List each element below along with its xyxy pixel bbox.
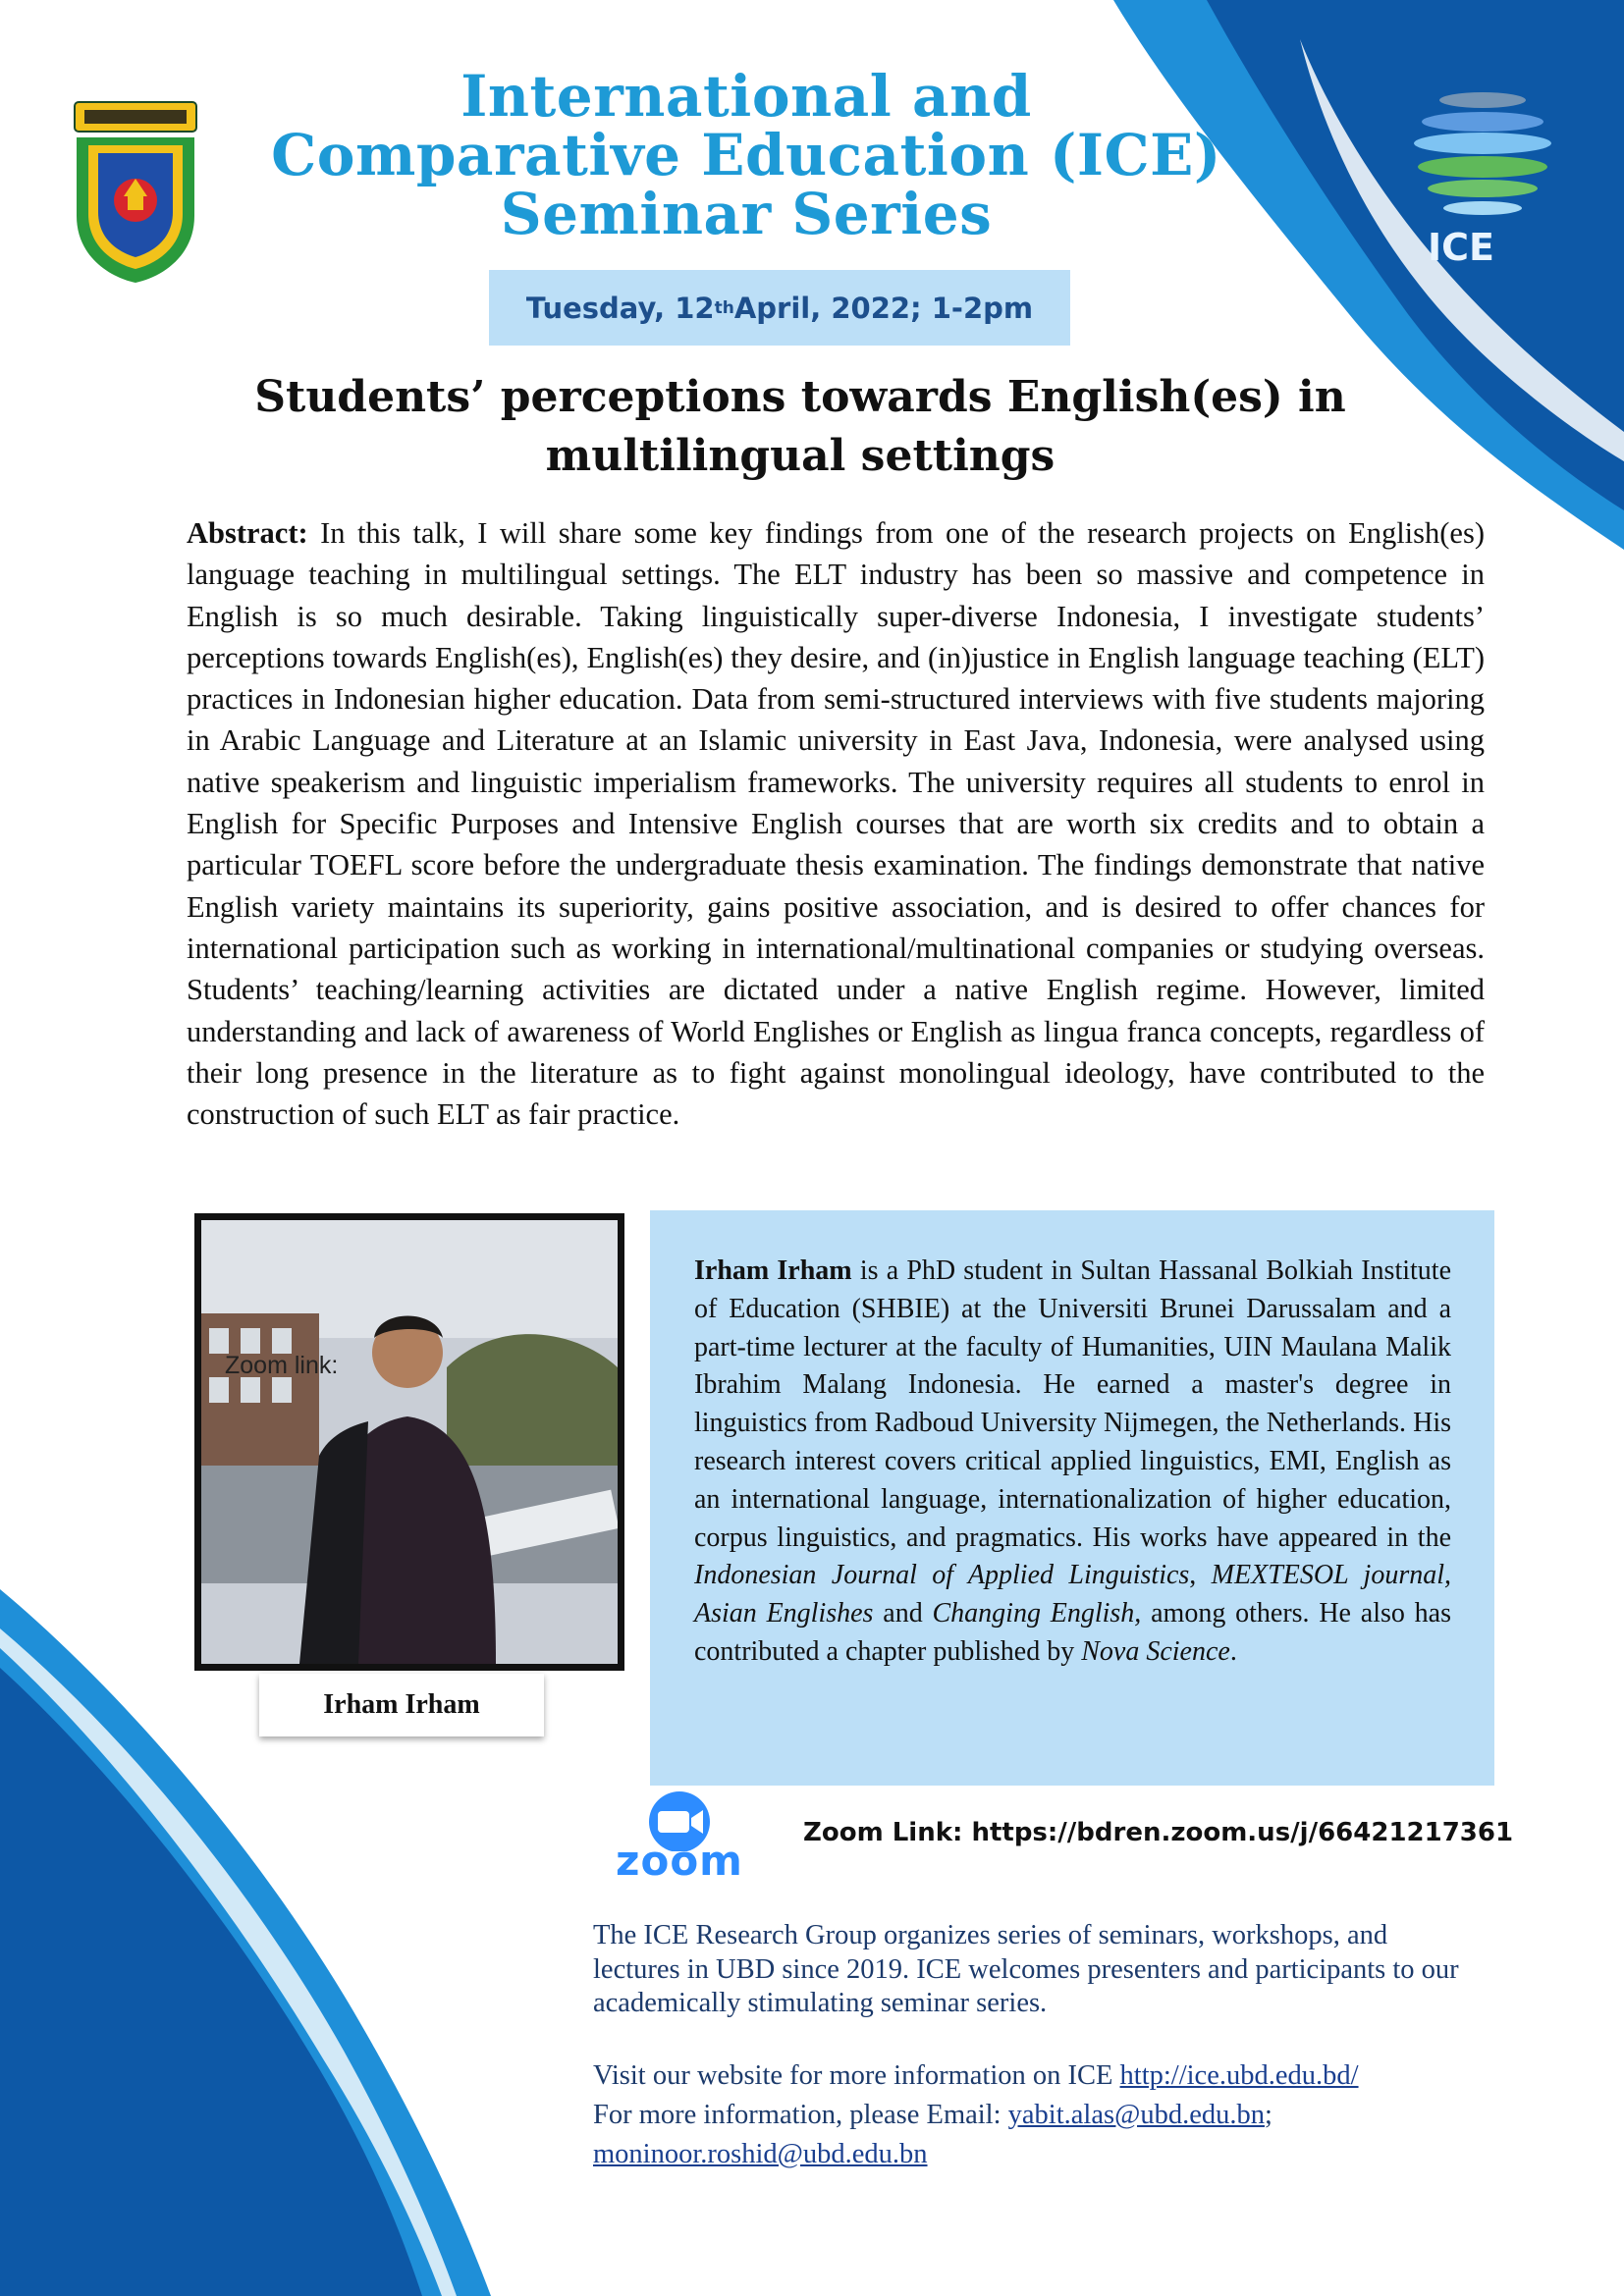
zoom-meeting-link[interactable]: Zoom Link: https://bdren.zoom.us/j/66421217361 <box>803 1818 1514 1847</box>
email-intro: For more information, please Email: <box>593 2100 1008 2130</box>
photo-overlay-text: Zoom link: <box>225 1352 339 1379</box>
ice-logo-text: ICE <box>1428 226 1494 269</box>
speaker-bio-box <box>650 1210 1494 1786</box>
title-line-1: International and <box>460 63 1032 130</box>
speaker-photo-illustration <box>201 1220 618 1664</box>
zoom-logo-text: zoom <box>616 1837 743 1885</box>
email-link-moninoor[interactable]: moninoor.roshid@ubd.edu.bn <box>593 2139 928 2169</box>
bio-separator-2: and <box>873 1598 933 1629</box>
title-line-2: Comparative Education (ICE) <box>271 122 1221 188</box>
abstract-label: Abstract: <box>187 516 308 550</box>
date-ordinal-suffix: th <box>714 297 734 318</box>
university-crest-logo <box>65 98 206 285</box>
bio-end: . <box>1229 1635 1237 1667</box>
abstract-paragraph <box>187 512 1485 1135</box>
talk-title-line-1: Students’ perceptions towards English(es) in <box>254 372 1346 422</box>
speaker-bio <box>694 1253 1451 1672</box>
zoom-logo <box>589 1790 768 1889</box>
talk-title <box>177 368 1424 486</box>
bio-text-part1: is a PhD student in Sultan Hassanal Bolkiah Institute of Education (SHBIE) at the Universiti Brunei Darussalam and a part-time lecturer at the faculty of Humanities, UIN Maulana Malik Ibrahim Malang Indonesia. He earned a master's degree in linguistics from Radboud University Nijmegen, the Netherlands. His research interest covers critical applied linguistics, EMI, English as an international language, internationalization of higher education, corpus linguistics, and pragmatics. His works have appeared in the <box>694 1255 1451 1553</box>
seminar-series-title <box>245 63 1247 247</box>
bio-publisher: Nova Science <box>1081 1635 1230 1667</box>
email-separator: ; <box>1264 2100 1272 2130</box>
bio-journal-3: Changing English, <box>932 1598 1142 1629</box>
date-suffix: April, 2022; 1-2pm <box>733 291 1034 325</box>
abstract-text: In this talk, I will share some key findings from one of the research projects on English(es) language teaching in multilingual settings. The ELT industry has been so massive and competence in English is so much desirable. Taking linguistically super-diverse Indonesia, I investigate students’ perceptions towards English(es), English(es) they desire, and (in)justice in English language teaching (ELT) practices in Indonesian higher education. Data from semi-structured interviews with five students majoring in Arabic Language and Literature at an Islamic university in East Java, Indonesia, were analysed using native speakerism and linguistic imperialism frameworks. The university requires all students to enrol in English for Specific Purposes and Intensive English courses that are worth six credits and to obtain a particular TOEFL score before the undergraduate thesis examination. The findings demonstrate that native English variety maintains its superiority, gains positive association, and is desired to offer chances for international participation such as working in international/multinational companies or studying overseas. Students’ teaching/learning activities are dictated under a native English regime. However, limited understanding and lack of awareness of World Englishes or English as lingua franca concepts, regardless of their long presence in the literature as to fight against monolingual ideology, have contributed to the construction of such ELT as fair practice. <box>187 516 1485 1132</box>
website-intro: Visit our website for more information on ICE <box>593 2060 1120 2091</box>
email-line <box>593 2096 1496 2135</box>
bio-speaker-name: Irham Irham <box>694 1255 852 1286</box>
ice-website-link[interactable]: http://ice.ubd.edu.bd/ <box>1119 2060 1359 2091</box>
contact-information <box>593 2056 1496 2174</box>
bio-separator-1: , <box>1189 1560 1212 1591</box>
bio-journal-1: Indonesian Journal of Applied Linguistics <box>694 1560 1190 1591</box>
speaker-name-label: Irham Irham <box>259 1674 544 1736</box>
email-link-yabit[interactable]: yabit.alas@ubd.edu.bn <box>1007 2100 1265 2130</box>
talk-title-line-2: multilingual settings <box>545 431 1056 481</box>
bio-text-part2: among others. He also has contributed a chapter published by <box>694 1598 1451 1667</box>
seminar-date-banner <box>489 270 1070 346</box>
email-line-2 <box>593 2135 1496 2174</box>
title-line-3: Seminar Series <box>500 181 993 247</box>
speaker-photo <box>194 1213 624 1671</box>
ice-group-description: The ICE Research Group organizes series of seminars, workshops, and lectures in UBD since 2019. ICE welcomes presenters and participants to our academically stimulating seminar series. <box>593 1920 1459 2018</box>
bio-journal-2: MEXTESOL journal, Asian Englishes <box>694 1560 1451 1629</box>
website-line <box>593 2056 1496 2096</box>
date-prefix: Tuesday, 12 <box>525 291 715 325</box>
ice-logo <box>1404 79 1591 275</box>
